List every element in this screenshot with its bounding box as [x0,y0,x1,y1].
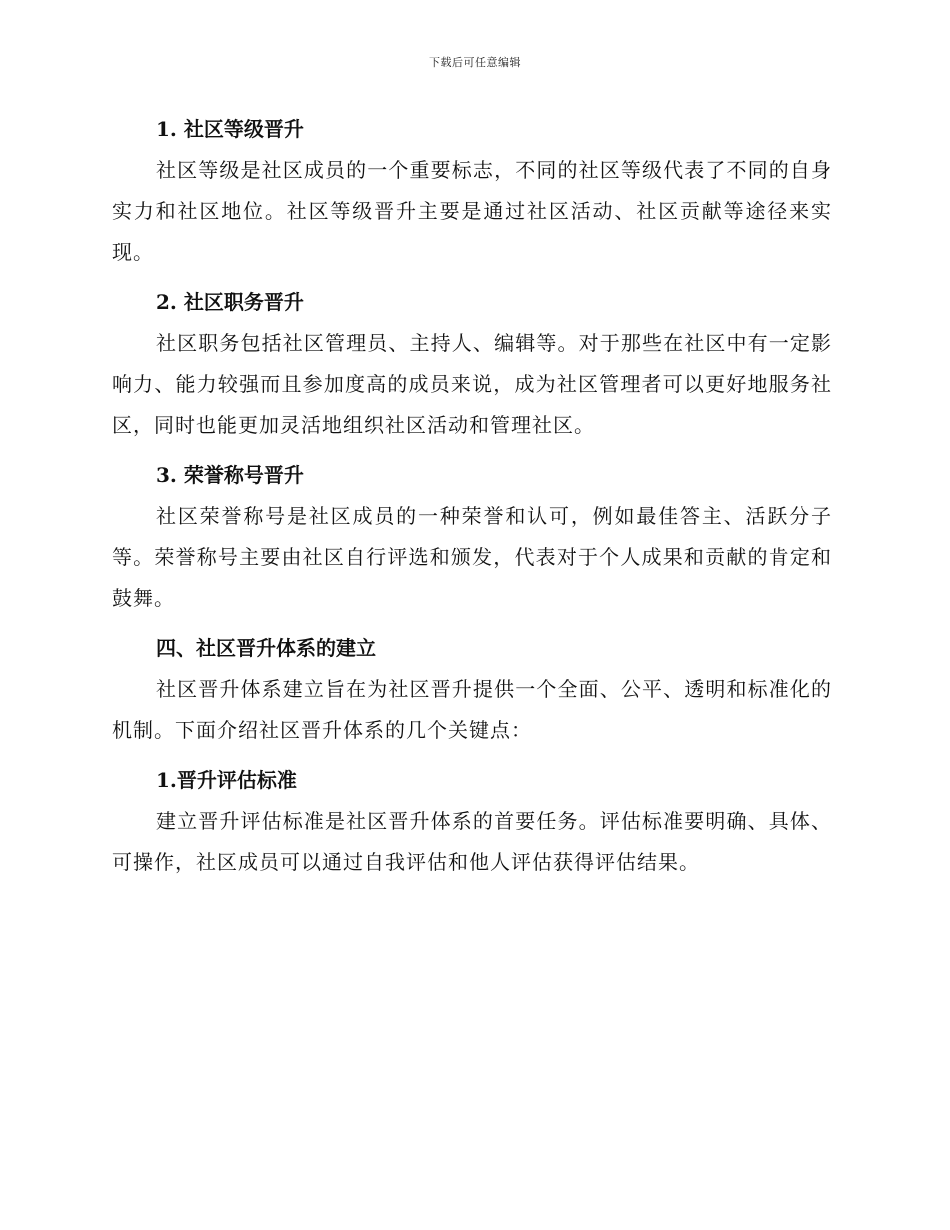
section-heading-community-level: 1. 社区等级晋升 [156,117,304,141]
section-paragraph-evaluation-criteria: 建立晋升评估标准是社区晋升体系的首要任务。评估标准要明确、具体、可操作，社区成员可以通过自我评估和他人评估获得评估结果。 [112,809,832,874]
section-heading-honor-title: 3. 荣誉称号晋升 [156,463,304,487]
section-heading-evaluation-criteria: 1.晋升评估标准 [156,768,297,792]
page-header: 下载后可任意编辑 [429,56,521,69]
section-paragraph-promotion-system: 社区晋升体系建立旨在为社区晋升提供一个全面、公平、透明和标准化的机制。下面介绍社区晋升体系的几个关键点： [112,677,832,742]
document-body [112,108,832,891]
section-paragraph-community-position: 社区职务包括社区管理员、主持人、编辑等。对于那些在社区中有一定影响力、能力较强而且参加度高的成员来说，成为社区管理者可以更好地服务社区，同时也能更加灵活地组织社区活动和管理社区。 [112,331,832,437]
section-heading-community-position: 2. 社区职务晋升 [156,290,304,314]
section-paragraph-community-level: 社区等级是社区成员的一个重要标志，不同的社区等级代表了不同的自身实力和社区地位。社区等级晋升主要是通过社区活动、社区贡献等途径来实现。 [112,158,832,264]
section-paragraph-honor-title: 社区荣誉称号是社区成员的一种荣誉和认可，例如最佳答主、活跃分子等。荣誉称号主要由社区自行评选和颁发，代表对于个人成果和贡献的肯定和鼓舞。 [112,504,832,610]
section-heading-promotion-system: 四、社区晋升体系的建立 [156,636,376,660]
